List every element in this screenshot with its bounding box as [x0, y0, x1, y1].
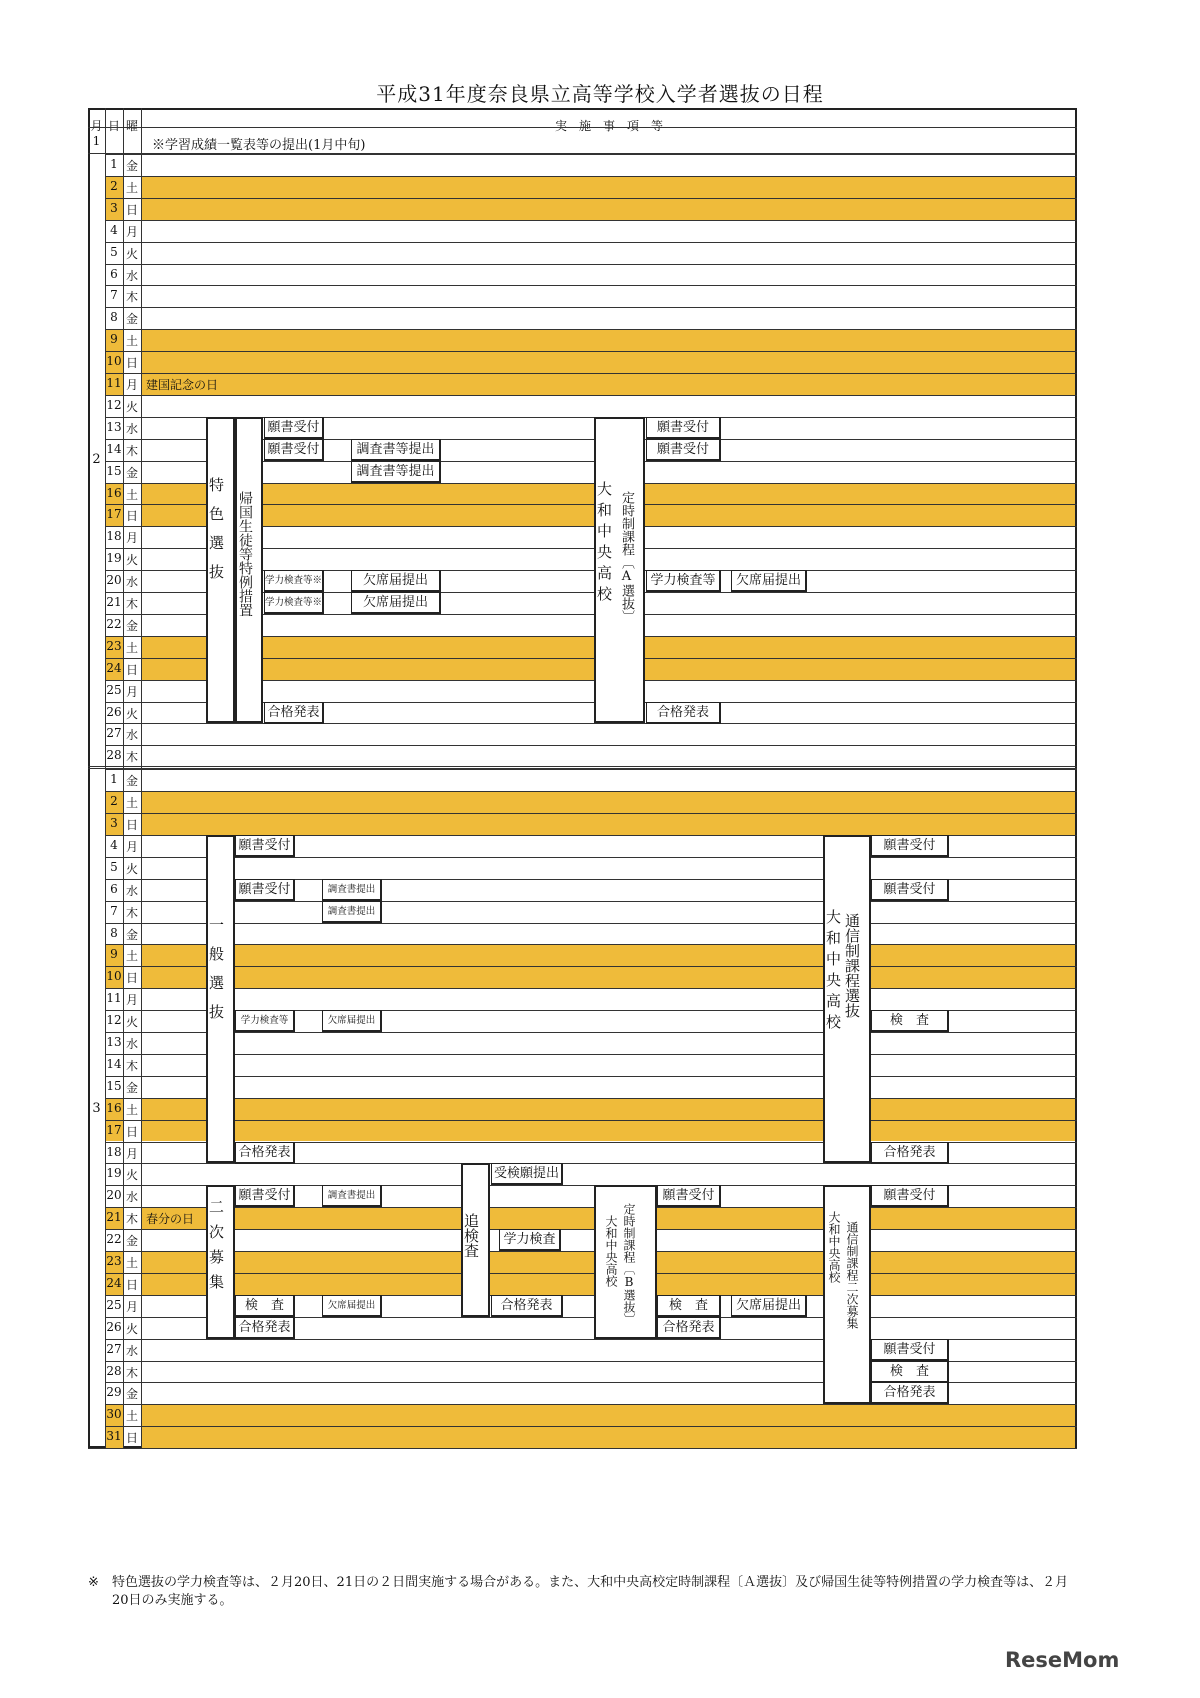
day-number: 2 [110, 178, 118, 193]
kesseki-tag: 欠席届提出 [731, 570, 807, 592]
weekday-label: 木 [125, 597, 138, 611]
weekday-label: 日 [125, 971, 138, 986]
weekday-label: 金 [125, 465, 138, 480]
row-line [105, 966, 1077, 967]
holiday-band [141, 1426, 1075, 1448]
gakuryoku-tag: 学力検査 [499, 1229, 561, 1251]
day-number: 2 [110, 794, 118, 809]
day-number: 24 [106, 1275, 122, 1290]
weekday-label: 土 [125, 334, 138, 349]
weekday-label: 水 [125, 1190, 138, 1205]
day-number: 11 [106, 991, 122, 1006]
header-events: 実 施 事 項 等 [554, 119, 663, 133]
weekday-label: 土 [125, 1102, 138, 1117]
weekday-label: 火 [125, 1321, 138, 1336]
goukaku-tag: 合格発表 [657, 1317, 721, 1339]
weekday-label: 木 [125, 290, 138, 305]
goukaku-tag: 合格発表 [264, 702, 324, 724]
tsui-block-text: 追検査 [462, 1213, 480, 1259]
weekday-label: 火 [125, 706, 138, 721]
row-line [105, 923, 1077, 924]
weekday-label: 水 [125, 1037, 138, 1051]
weekday-label: 日 [125, 1124, 138, 1139]
day-number: 17 [106, 507, 122, 522]
table-border [88, 108, 1077, 1448]
weekday-label: 水 [125, 1343, 138, 1358]
gakuryoku-tag: 学力検査等 [235, 1010, 295, 1032]
weekday-label: 金 [125, 774, 138, 789]
row-line [105, 791, 1077, 792]
january-month: 1 [92, 134, 101, 148]
holiday-band [141, 1098, 1075, 1120]
weekday-label: 木 [125, 1058, 138, 1073]
kensa-tag: 検 査 [657, 1295, 721, 1317]
row-line [105, 198, 1077, 199]
kesseki-tag: 欠席届提出 [351, 570, 441, 592]
weekday-label: 月 [125, 993, 138, 1008]
weekday-label: 月 [125, 684, 138, 699]
weekday-label: 火 [125, 861, 138, 876]
weekday-label: 日 [125, 356, 138, 371]
weekday-label: 土 [125, 640, 138, 655]
weekday-label: 水 [125, 728, 138, 743]
double-line [88, 766, 1077, 767]
kensa-tag: 検 査 [235, 1295, 295, 1317]
kikoku-block-text: 帰国生徒等特例措置 [237, 490, 253, 617]
row-line [105, 857, 1077, 858]
holiday-name: 建国記念の日 [146, 378, 219, 392]
kesseki-tag: 欠席届提出 [731, 1295, 807, 1317]
february-month: 2 [92, 452, 101, 467]
goukaku-tag: 合格発表 [646, 702, 721, 724]
weekday-label: 日 [125, 1431, 138, 1446]
weekday-label: 木 [125, 1212, 138, 1227]
column-line [105, 108, 106, 1448]
day-number: 21 [106, 1210, 122, 1225]
holiday-band [141, 966, 1075, 988]
day-number: 26 [106, 704, 122, 719]
row-line [105, 745, 1077, 746]
tsushin2-block-text: 大和中央高校 [827, 1211, 841, 1284]
tsushin-block-text: 通信制課程選抜 [843, 912, 861, 1018]
row-line [105, 220, 1077, 221]
weekday-label: 日 [125, 202, 138, 217]
yamato-a-block-text: 定時制課程〔A選抜〕 [619, 490, 634, 623]
day-number: 29 [106, 1385, 122, 1400]
row-line [105, 307, 1077, 308]
chosasho-tag: 調査書提出 [322, 1185, 382, 1207]
day-number: 23 [106, 638, 122, 653]
day-number: 30 [106, 1407, 122, 1422]
schedule-table [88, 118, 1077, 1570]
holiday-band [141, 329, 1075, 351]
chosasho-tag: 調査書等提出 [351, 439, 441, 461]
day-number: 16 [106, 485, 122, 500]
gansho-tag: 願書受付 [871, 879, 949, 901]
day-number: 16 [106, 1100, 122, 1115]
day-number: 9 [110, 332, 118, 347]
day-number: 14 [106, 441, 122, 456]
weekday-label: 土 [125, 487, 138, 502]
yamato-b-block-text: 定時制課程〔B選抜〕 [622, 1203, 636, 1326]
day-number: 21 [106, 595, 122, 609]
weekday-label: 月 [125, 224, 138, 239]
holiday-band [141, 791, 1075, 813]
holiday-band [141, 176, 1075, 198]
weekday-label: 金 [125, 1080, 138, 1095]
gansho-tag: 願書受付 [264, 417, 324, 439]
kesseki-tag: 欠席届提出 [322, 1010, 382, 1032]
kensa-tag: 検 査 [871, 1361, 949, 1383]
day-number: 3 [110, 816, 118, 830]
weekday-label: 火 [125, 246, 138, 261]
day-number: 17 [106, 1122, 122, 1137]
weekday-label: 水 [125, 268, 138, 283]
weekday-label: 金 [125, 1387, 138, 1402]
chosasho-tag: 調査書提出 [322, 879, 382, 901]
row-line [105, 988, 1077, 989]
jukengan-tag: 受検願提出 [491, 1163, 563, 1185]
holiday-band [141, 813, 1075, 835]
row-line [105, 901, 1077, 902]
row-line [105, 242, 1077, 243]
footnote-mark: ※ [88, 1575, 99, 1590]
holiday-name: 春分の日 [146, 1212, 195, 1227]
row-line [105, 329, 1077, 330]
day-number: 18 [106, 529, 122, 544]
gansho-tag: 願書受付 [235, 879, 295, 901]
holiday-band [141, 198, 1075, 220]
day-number: 25 [106, 682, 122, 697]
day-number: 1 [110, 772, 118, 787]
row-line [105, 813, 1077, 814]
day-number: 19 [106, 551, 122, 566]
kensa-tag: 検 査 [871, 1010, 949, 1032]
day-number: 11 [106, 376, 122, 390]
kesseki-tag: 欠席届提出 [322, 1295, 382, 1317]
day-number: 15 [106, 1078, 122, 1093]
chosasho-tag: 調査書提出 [322, 901, 382, 923]
row-line [105, 176, 1077, 177]
weekday-label: 水 [125, 575, 138, 590]
ippan-block-text: 一般選抜 [207, 916, 225, 1033]
weekday-label: 金 [125, 1234, 138, 1249]
day-number: 24 [106, 660, 122, 675]
day-number: 3 [110, 200, 118, 215]
goukaku-tag: 合格発表 [235, 1142, 295, 1164]
row-line [105, 264, 1077, 265]
weekday-label: 月 [125, 839, 138, 854]
yamato-b-block-text: 大和中央高校 [604, 1215, 618, 1288]
tsushin2-block-text: 通信制課程二次募集 [845, 1221, 859, 1330]
day-number: 10 [106, 969, 122, 984]
weekday-label: 火 [125, 399, 138, 414]
weekday-label: 火 [125, 1168, 138, 1183]
day-number: 9 [110, 947, 118, 962]
holiday-band [141, 1120, 1075, 1142]
row-line [105, 1120, 1077, 1121]
weekday-label: 土 [125, 949, 138, 964]
row-line [105, 1404, 1077, 1405]
gansho-tag: 願書受付 [871, 835, 949, 857]
row-line [105, 351, 1077, 352]
day-number: 20 [106, 573, 122, 588]
day-number: 28 [106, 1363, 122, 1378]
row-line [105, 154, 1077, 155]
day-number: 8 [110, 310, 118, 325]
gansho-tag: 願書受付 [235, 1185, 295, 1207]
weekday-label: 月 [125, 378, 138, 392]
day-number: 22 [106, 616, 122, 631]
weekday-label: 金 [125, 927, 138, 942]
row-line [88, 1448, 1077, 1449]
weekday-label: 火 [125, 1015, 138, 1030]
row-line [88, 127, 1077, 128]
goukaku-tag: 合格発表 [871, 1142, 949, 1164]
day-number: 13 [106, 1035, 122, 1049]
day-number: 23 [106, 1254, 122, 1268]
row-line [105, 373, 1077, 374]
gakuryoku-tag: 学力検査等 [646, 570, 721, 592]
column-line [123, 108, 124, 1448]
day-number: 15 [106, 463, 122, 478]
day-number: 7 [110, 903, 118, 918]
day-number: 19 [106, 1166, 122, 1181]
chosasho-tag: 調査書等提出 [351, 461, 441, 483]
row-line [105, 1251, 1077, 1252]
day-number: 7 [110, 288, 118, 303]
holiday-band [141, 1404, 1075, 1426]
gansho-tag: 願書受付 [871, 1185, 949, 1207]
gansho-tag: 願書受付 [646, 417, 721, 439]
day-number: 6 [110, 881, 118, 896]
header-weekday: 曜 [125, 119, 138, 133]
gansho-tag: 願書受付 [871, 1339, 949, 1361]
resemom-logo: ReseMom [1005, 1648, 1120, 1672]
weekday-label: 金 [125, 312, 138, 327]
row-line [105, 1076, 1077, 1077]
holiday-band [141, 373, 1075, 395]
row-line [105, 1163, 1077, 1164]
day-number: 18 [106, 1144, 122, 1159]
goukaku-tag: 合格発表 [235, 1317, 295, 1339]
row-line [88, 768, 1077, 769]
row-line [105, 1054, 1077, 1055]
row-line [105, 769, 1077, 770]
weekday-label: 日 [125, 509, 138, 524]
day-number: 13 [106, 419, 122, 434]
day-number: 12 [106, 397, 122, 412]
weekday-label: 土 [125, 1409, 138, 1424]
weekday-label: 日 [125, 1277, 138, 1292]
weekday-label: 月 [125, 1299, 138, 1314]
header-day: 日 [107, 119, 120, 133]
weekday-label: 木 [125, 905, 138, 920]
row-line [105, 1273, 1077, 1274]
weekday-label: 火 [125, 553, 138, 568]
march-month: 3 [92, 1101, 101, 1116]
weekday-label: 水 [125, 421, 138, 436]
weekday-label: 日 [125, 662, 138, 677]
row-line [105, 1032, 1077, 1033]
gansho-tag: 願書受付 [657, 1185, 721, 1207]
tsushin-block-text: 大和中央高校 [824, 908, 842, 1035]
day-number: 26 [106, 1319, 122, 1334]
day-number: 6 [110, 266, 118, 281]
footnote-text: 特色選抜の学力検査等は、２月20日、21日の２日間実施する場合がある。また、大和中央高校定時制課程〔Ａ選抜〕及び帰国生徒等特例措置の学力検査等は、２月20日のみ実施する。 [112, 1575, 1069, 1608]
row-line [105, 285, 1077, 286]
gansho-tag: 願書受付 [646, 439, 721, 461]
row-line [105, 944, 1077, 945]
kesseki-tag: 欠席届提出 [351, 592, 441, 614]
page-title: 平成31年度奈良県立高等学校入学者選抜の日程 [376, 82, 824, 106]
day-number: 28 [106, 748, 122, 763]
day-number: 31 [106, 1429, 122, 1444]
weekday-label: 月 [125, 1146, 138, 1161]
header-month: 月 [90, 119, 103, 133]
weekday-label: 木 [125, 1365, 138, 1380]
goukaku-tag: 合格発表 [871, 1382, 949, 1404]
day-number: 27 [106, 726, 122, 741]
row-line [105, 1207, 1077, 1208]
gansho-tag: 願書受付 [235, 835, 295, 857]
row-line [105, 1098, 1077, 1099]
day-number: 5 [110, 859, 118, 874]
day-number: 4 [110, 837, 118, 852]
weekday-label: 木 [125, 443, 138, 458]
holiday-band [141, 351, 1075, 373]
weekday-label: 木 [125, 750, 138, 765]
weekday-label: 土 [125, 1256, 138, 1270]
day-number: 14 [106, 1056, 122, 1071]
day-number: 25 [106, 1297, 122, 1312]
row-line [105, 1426, 1077, 1427]
niji-block-text: 二次募集 [207, 1199, 225, 1300]
row-line [105, 723, 1077, 724]
column-line [141, 108, 142, 1448]
gakuryoku-tag: 学力検査等※ [264, 570, 324, 592]
day-number: 27 [106, 1341, 122, 1356]
footnote [88, 1574, 1078, 1610]
weekday-label: 日 [125, 818, 138, 832]
tokushoku-block-text: 特色選抜 [207, 476, 225, 593]
day-number: 22 [106, 1232, 122, 1247]
goukaku-tag: 合格発表 [491, 1295, 563, 1317]
row-line [105, 1229, 1077, 1230]
day-number: 8 [110, 925, 118, 940]
gakuryoku-tag: 学力検査等※ [264, 592, 324, 614]
weekday-label: 金 [125, 159, 138, 173]
row-line [105, 395, 1077, 396]
day-number: 1 [110, 157, 118, 171]
weekday-label: 土 [125, 796, 138, 811]
day-number: 5 [110, 244, 118, 259]
day-number: 10 [106, 354, 122, 369]
yamato-a-block-text: 大和中央高校 [595, 480, 613, 607]
day-number: 20 [106, 1188, 122, 1203]
weekday-label: 金 [125, 618, 138, 633]
row-line [88, 153, 1077, 154]
day-number: 4 [110, 222, 118, 237]
weekday-label: 水 [125, 883, 138, 898]
weekday-label: 土 [125, 180, 138, 195]
gansho-tag: 願書受付 [264, 439, 324, 461]
day-number: 12 [106, 1013, 122, 1028]
january-note: ※学習成績一覧表等の提出(1月中旬) [152, 138, 366, 153]
weekday-label: 月 [125, 531, 138, 546]
holiday-band [141, 944, 1075, 966]
